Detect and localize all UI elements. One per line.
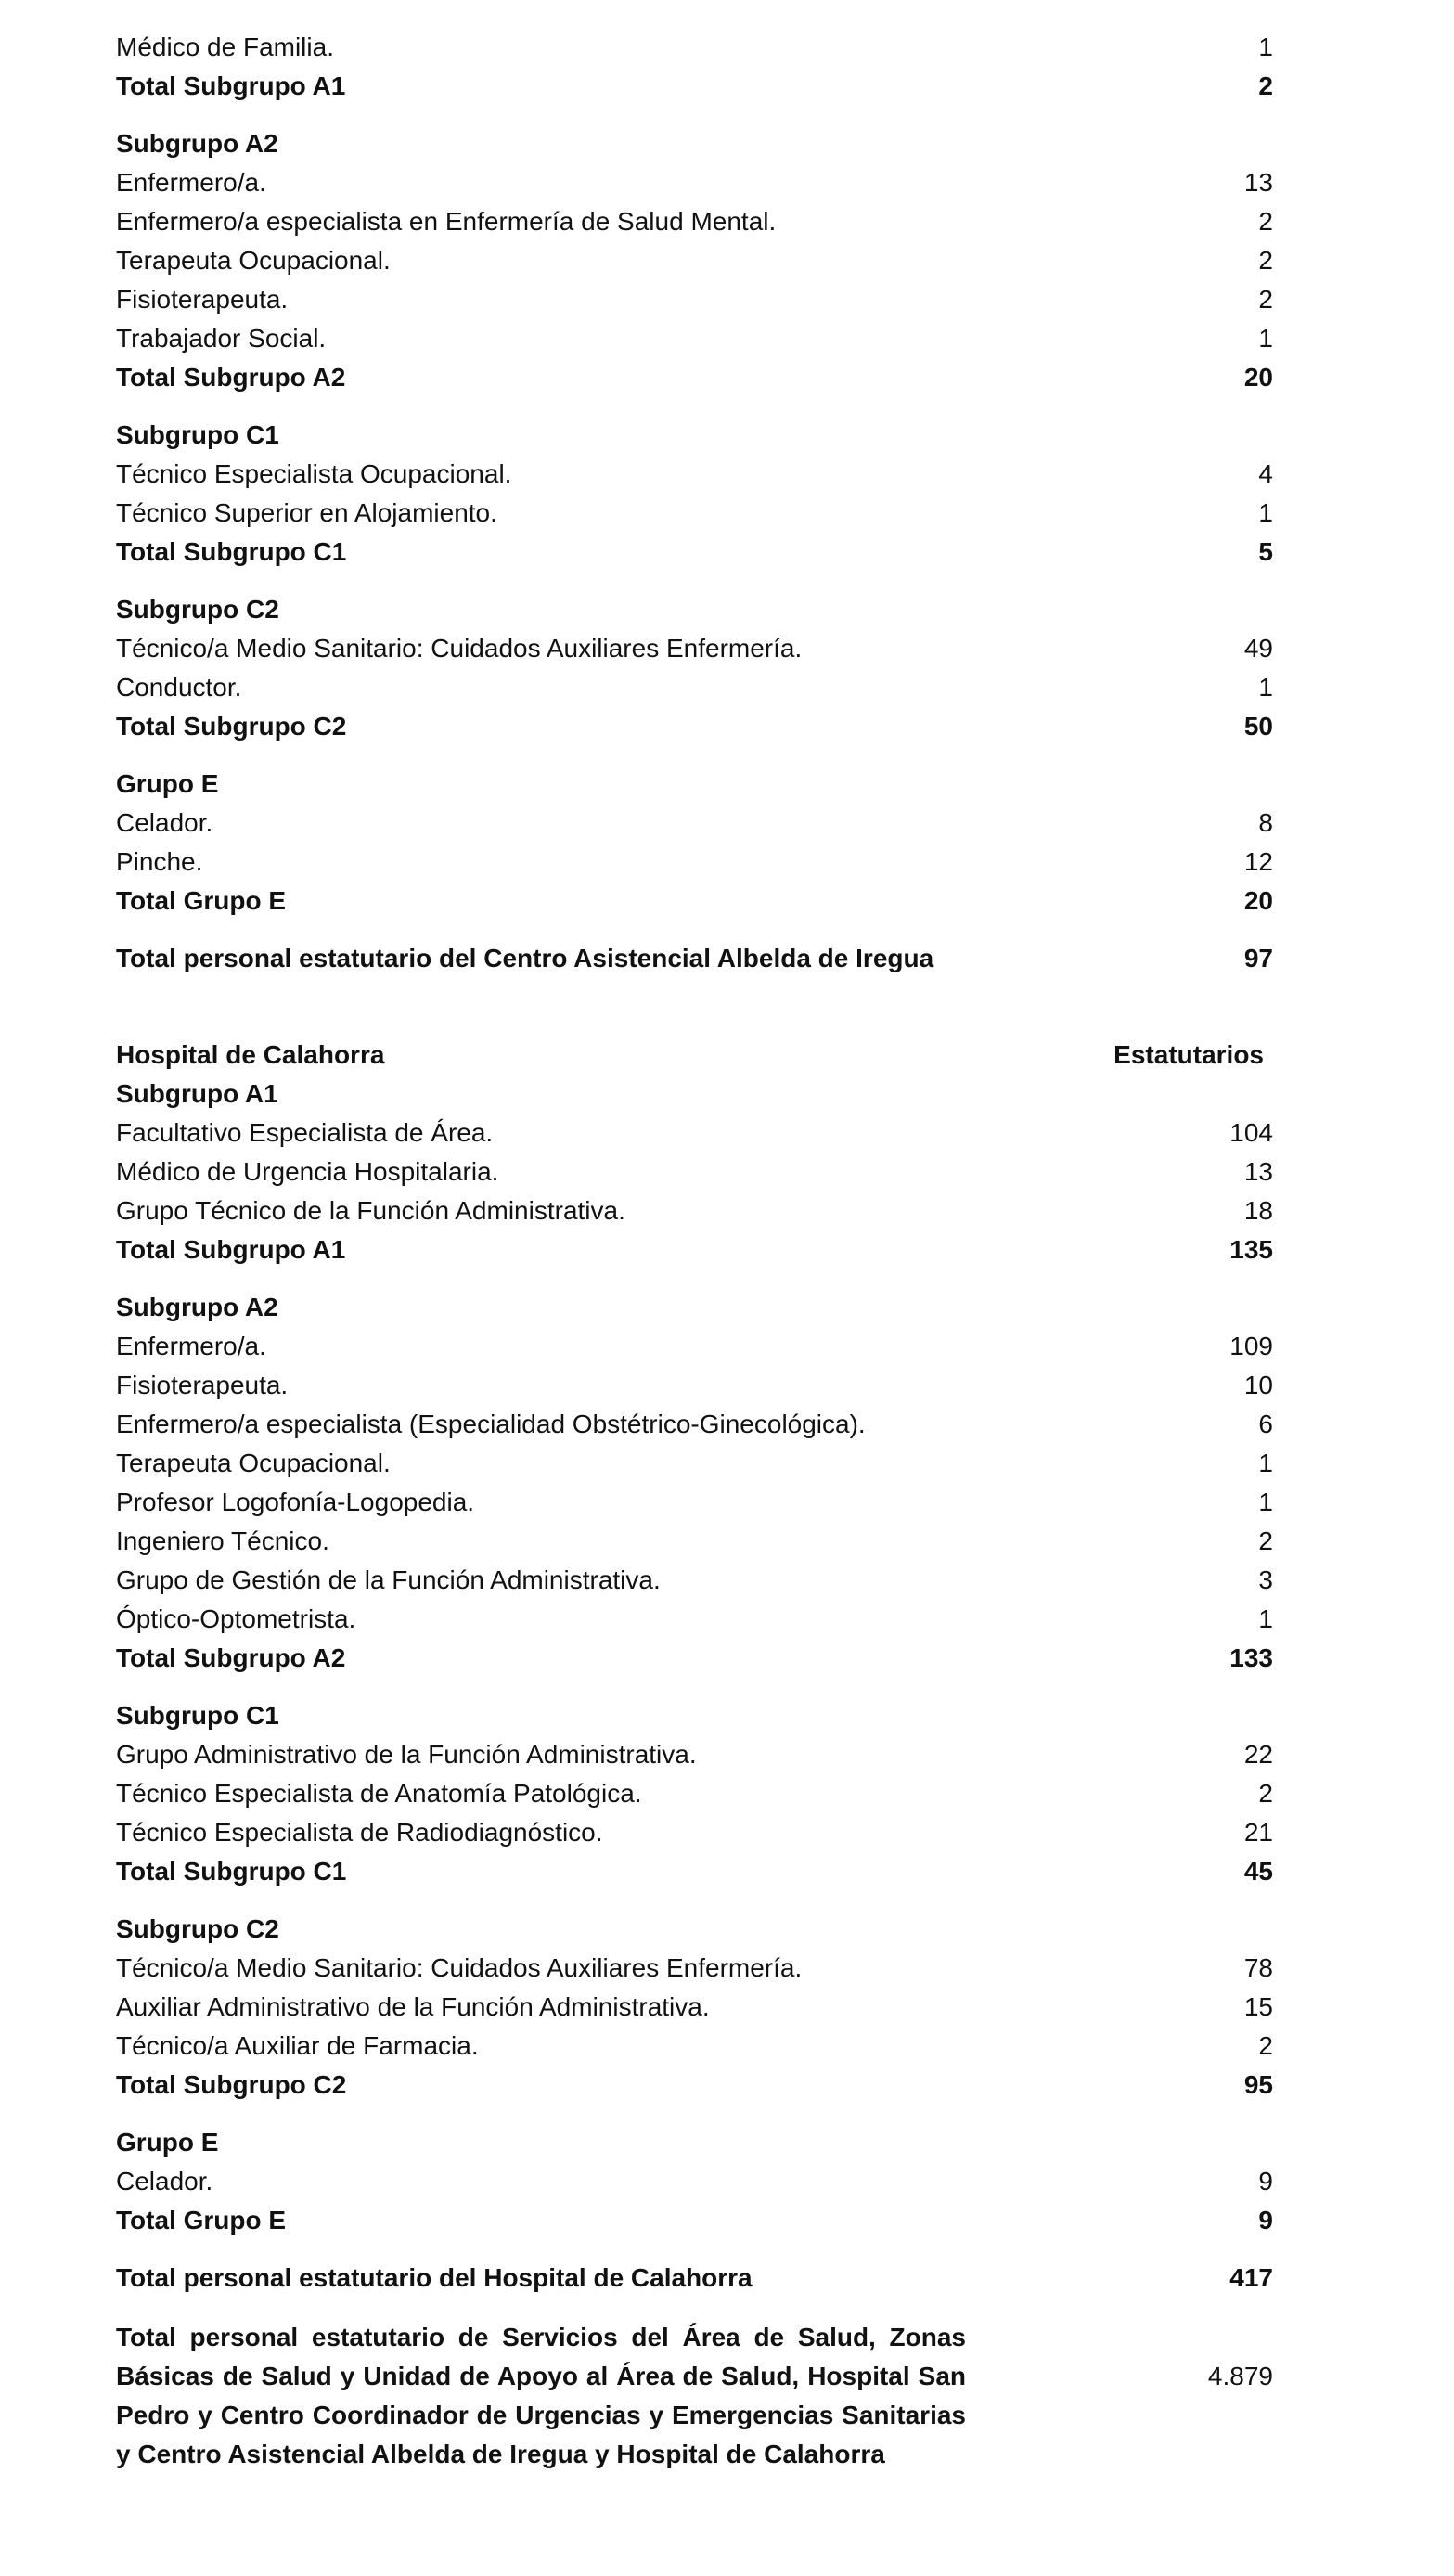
table-row-value: 4 [1258,459,1273,488]
group-heading-label: Subgrupo C1 [116,1701,279,1730]
group-total-row-value: 133 [1229,1643,1273,1672]
staff-section [116,28,1273,978]
table-row-value: 78 [1243,1953,1273,1982]
table-row-label: Técnico Especialista de Anatomía Patológica. [116,1779,642,1808]
grand-total-row [116,2318,1273,2474]
group-total-row-label: Total Grupo E [116,2206,287,2235]
group-total-row-value: 2 [1258,71,1273,100]
table-row [116,1988,1273,2027]
table-row-label: Enfermero/a. [116,168,266,197]
table-row-value: 13 [1243,1157,1273,1186]
table-row-value: 6 [1258,1410,1273,1438]
group-total-row-label: Total Subgrupo A2 [116,363,346,392]
table-row-label: Enfermero/a. [116,1332,266,1360]
table-row-label: Técnico Especialista Ocupacional. [116,459,512,488]
table-row-value: 2 [1258,1526,1273,1555]
table-row-value: 109 [1229,1332,1273,1360]
group-total-row [116,67,1273,106]
table-row [116,1522,1273,1561]
group-total-row-label: Total Subgrupo C1 [116,1857,347,1886]
table-row [116,28,1273,67]
table-row-value: 10 [1243,1371,1273,1399]
table-row-label: Conductor. [116,673,242,702]
table-row-label: Técnico/a Medio Sanitario: Cuidados Auxiliares Enfermería. [116,1953,803,1982]
group-total-row-label: Total Subgrupo A1 [116,71,346,100]
table-row-label: Técnico/a Medio Sanitario: Cuidados Auxiliares Enfermería. [116,634,803,663]
group-total-row [116,2066,1273,2105]
group-spacer [116,1678,1273,1696]
table-row-value: 21 [1243,1818,1273,1847]
table-row [116,2027,1273,2066]
table-row-value: 18 [1243,1196,1273,1225]
table-row [116,629,1273,668]
table-row-value: 8 [1258,808,1273,837]
table-row-value: 12 [1243,847,1273,876]
table-row [116,202,1273,241]
group-spacer [116,746,1273,765]
table-row-value: 2 [1258,1779,1273,1808]
table-row [116,1191,1273,1230]
table-row [116,1114,1273,1153]
table-row [116,494,1273,533]
group-total-row-value: 95 [1243,2070,1273,2099]
staff-section [116,1036,1273,2298]
group-heading-label: Subgrupo A1 [116,1079,278,1108]
table-row [116,163,1273,202]
group-total-row [116,1639,1273,1678]
table-row-value: 2 [1258,246,1273,275]
group-total-row-value: 50 [1243,712,1273,741]
group-heading [116,124,1273,163]
group-heading-label: Subgrupo A2 [116,129,278,158]
grand-total-value: 4.879 [1207,2362,1273,2390]
table-row-value: 2 [1258,2031,1273,2060]
table-row [116,1735,1273,1774]
group-total-row-label: Total Subgrupo C2 [116,712,347,741]
group-heading-label: Subgrupo C2 [116,1914,279,1943]
group-heading [116,416,1273,455]
table-row-label: Técnico Especialista de Radiodiagnóstico. [116,1818,603,1847]
table-row-label: Grupo de Gestión de la Función Administrativa. [116,1565,661,1594]
group-heading-label: Subgrupo A2 [116,1293,278,1321]
group-heading-label: Subgrupo C1 [116,420,279,449]
table-row-label: Fisioterapeuta. [116,1371,289,1399]
table-row [116,804,1273,843]
table-row-value: 1 [1258,1604,1273,1633]
table-row-value: 1 [1258,32,1273,61]
table-row [116,241,1273,280]
table-row [116,455,1273,494]
table-row [116,1483,1273,1522]
table-row-value: 1 [1258,1449,1273,1477]
table-row [116,1327,1273,1366]
group-spacer [116,572,1273,590]
table-row-label: Grupo Administrativo de la Función Administrativa. [116,1740,697,1769]
table-row-value: 104 [1229,1118,1273,1147]
table-row [116,1153,1273,1191]
table-row [116,668,1273,707]
group-total-row-value: 20 [1243,886,1273,915]
table-row [116,1366,1273,1405]
table-row-value: 22 [1243,1740,1273,1769]
table-row-value: 2 [1258,285,1273,314]
table-row-label: Técnico/a Auxiliar de Farmacia. [116,2031,479,2060]
table-row [116,319,1273,358]
group-total-row [116,882,1273,921]
table-row-label: Terapeuta Ocupacional. [116,1449,391,1477]
table-row [116,1774,1273,1813]
group-total-row-label: Total Subgrupo C2 [116,2070,347,2099]
table-row [116,2162,1273,2201]
table-row-label: Auxiliar Administrativo de la Función Administrativa. [116,1992,710,2021]
table-row-value: 1 [1258,673,1273,702]
group-heading [116,1910,1273,1949]
section-total-label: Total personal estatutario del Hospital de Calahorra [116,2263,753,2292]
table-row [116,1600,1273,1639]
table-row-label: Enfermero/a especialista (Especialidad Obstétrico-Ginecológica). [116,1410,866,1438]
group-heading [116,765,1273,804]
group-total-row [116,2201,1273,2240]
table-row [116,280,1273,319]
table-row-label: Óptico-Optometrista. [116,1604,356,1633]
group-total-row [116,707,1273,746]
group-total-row [116,533,1273,572]
table-row [116,1561,1273,1600]
table-row-value: 1 [1258,324,1273,353]
section-total-row [116,939,1273,978]
table-row-value: 9 [1258,2167,1273,2196]
table-row-value: 49 [1243,634,1273,663]
group-total-row-label: Total Subgrupo C1 [116,537,347,566]
group-heading [116,1288,1273,1327]
table-row-label: Técnico Superior en Alojamiento. [116,498,497,527]
group-heading-label: Grupo E [116,2128,219,2157]
table-row-label: Fisioterapeuta. [116,285,289,314]
group-total-row-label: Total Subgrupo A2 [116,1643,346,1672]
group-heading-label: Grupo E [116,769,219,798]
group-total-row-value: 9 [1258,2206,1273,2235]
group-spacer [116,397,1273,416]
group-total-row-label: Total Grupo E [116,886,287,915]
group-total-row-value: 45 [1243,1857,1273,1886]
column-header: Estatutarios [1113,1040,1264,1069]
table-row-label: Facultativo Especialista de Área. [116,1118,494,1147]
group-total-row-value: 20 [1243,363,1273,392]
table-row [116,1949,1273,1988]
group-heading [116,2123,1273,2162]
table-row-value: 3 [1258,1565,1273,1594]
group-total-row [116,358,1273,397]
grand-total-label: Total personal estatutario de Servicios del Área de Salud, Zonas Básicas de Salud y Unidad de Apoyo al Área de Salud, Hospital San Pedro y Centro Coordinador de Urgencias y Emergencias Sanitarias y Centro Asistencial Albelda de Iregua y Hospital de Calahorra [116,2323,966,2468]
section-total-row [116,2259,1273,2298]
group-heading [116,590,1273,629]
table-row-value: 1 [1258,1488,1273,1516]
group-total-row-value: 135 [1229,1235,1273,1264]
table-row [116,843,1273,882]
table-row-label: Grupo Técnico de la Función Administrativa. [116,1196,625,1225]
group-spacer [116,106,1273,124]
table-row-label: Celador. [116,808,213,837]
table-row-label: Ingeniero Técnico. [116,1526,329,1555]
group-total-row-value: 5 [1258,537,1273,566]
group-total-row [116,1230,1273,1269]
group-heading-label: Subgrupo C2 [116,595,279,624]
table-row [116,1813,1273,1852]
table-row-label: Enfermero/a especialista en Enfermería de Salud Mental. [116,207,777,236]
table-row-value: 15 [1243,1992,1273,2021]
section-title: Hospital de Calahorra [116,1040,385,1069]
table-row-label: Médico de Urgencia Hospitalaria. [116,1157,499,1186]
table-row [116,1405,1273,1444]
section-total-value: 97 [1243,944,1273,972]
group-spacer [116,2105,1273,2123]
group-spacer [116,1891,1273,1910]
group-total-row-label: Total Subgrupo A1 [116,1235,346,1264]
section-total-label: Total personal estatutario del Centro Asistencial Albelda de Iregua [116,944,934,972]
section-header [116,1036,1273,1075]
table-row-label: Pinche. [116,847,203,876]
table-row [116,1444,1273,1483]
table-row-label: Trabajador Social. [116,324,327,353]
table-row-value: 13 [1243,168,1273,197]
group-heading [116,1696,1273,1735]
group-total-row [116,1852,1273,1891]
table-row-value: 1 [1258,498,1273,527]
table-row-label: Terapeuta Ocupacional. [116,246,391,275]
group-spacer [116,1269,1273,1288]
section-total-value: 417 [1229,2263,1273,2292]
group-heading [116,1075,1273,1114]
table-row-value: 2 [1258,207,1273,236]
table-row-label: Médico de Familia. [116,32,334,61]
staff-table-document [116,28,1273,2474]
table-row-label: Celador. [116,2167,213,2196]
table-row-label: Profesor Logofonía-Logopedia. [116,1488,475,1516]
